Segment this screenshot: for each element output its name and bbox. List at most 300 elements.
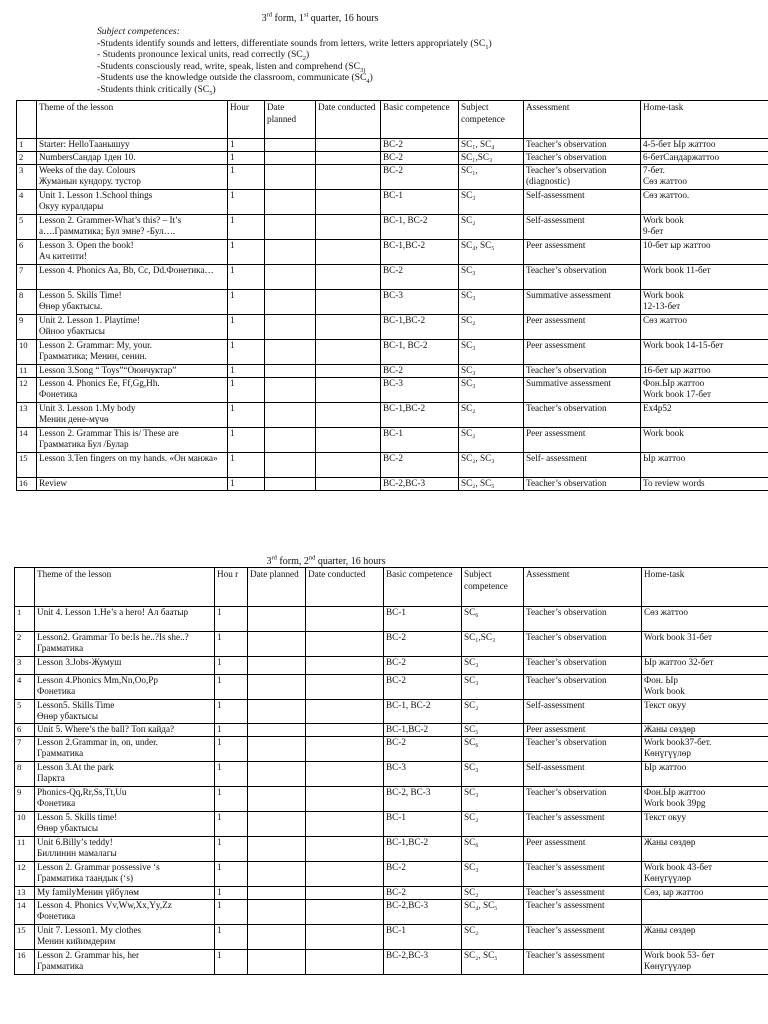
cell-theme: Lesson 3.At the park Паркта [35, 762, 215, 787]
cell-hour: 1 [215, 787, 248, 812]
row-number: 5 [15, 700, 35, 724]
cell-home-task: Фон. Ыр Work book [642, 675, 768, 700]
cell-basic-competence: BC-1,BC-2 [381, 403, 459, 428]
q2-lesson-table [14, 567, 768, 975]
table-row [15, 657, 768, 675]
q1-header-subject-competence: Subject competence [459, 101, 524, 139]
cell-hour: 1 [215, 675, 248, 700]
row-number: 14 [17, 428, 37, 453]
cell-assessment: Peer assessment [524, 428, 641, 453]
table-row [15, 607, 768, 632]
cell-home-task: Work book37-бет. Көнүгүүлөр [642, 737, 768, 762]
cell-hour: 1 [228, 315, 265, 340]
row-number: 13 [15, 887, 35, 900]
cell-date-planned [248, 837, 306, 862]
cell-date-conducted [306, 632, 384, 657]
table-row [15, 787, 768, 812]
cell-theme: Unit 7. Lesson1. My clothes Менин кийимдерим [35, 925, 215, 950]
cell-hour: 1 [215, 657, 248, 675]
table-row [17, 190, 768, 215]
cell-home-task: To review words [641, 478, 768, 491]
cell-date-planned [265, 139, 316, 152]
row-number: 5 [17, 215, 37, 240]
row-number: 8 [15, 762, 35, 787]
cell-home-task: Текст окуу [642, 700, 768, 724]
cell-assessment: Teacher’s observation [524, 139, 641, 152]
row-number: 6 [15, 724, 35, 737]
row-number: 4 [15, 675, 35, 700]
cell-basic-competence: BC-1 [381, 190, 459, 215]
cell-hour: 1 [215, 887, 248, 900]
competence-line: -Students identify sounds and letters, differentiate sounds from letters, write letters appropriately $(SC_1)$ [97, 37, 492, 51]
table-row [17, 453, 768, 478]
q1-header-date-conducted: Date conducted [316, 101, 381, 139]
cell-theme: Lesson2. Grammar To be:Is he..?Is she..?Грамматика [35, 632, 215, 657]
cell-assessment: Teacher’s assessment [524, 950, 642, 975]
cell-assessment: Teacher’s assessment [524, 900, 642, 925]
cell-basic-competence: BC-1 [384, 812, 462, 837]
cell-theme: Lesson 2. Grammer-What’s this? – It’s a….Грамматика; Бул эмне? -Бул…. [37, 215, 228, 240]
cell-hour: 1 [228, 378, 265, 403]
q2-header-row [15, 568, 768, 607]
cell-assessment: Teacher’s observation [524, 657, 642, 675]
cell-subject-competence: SC₃ [462, 787, 524, 812]
table-row [17, 403, 768, 428]
cell-date-conducted [306, 700, 384, 724]
cell-theme: Lesson 3.Ten fingers on my hands. «Он манжа» [37, 453, 228, 478]
cell-home-task: 4-5-бет Ыр жаттоо [641, 139, 768, 152]
cell-date-conducted [306, 887, 384, 900]
row-number: 10 [15, 812, 35, 837]
cell-basic-competence: BC-1 [384, 925, 462, 950]
cell-hour: 1 [228, 190, 265, 215]
table-row [17, 165, 768, 190]
cell-hour: 1 [215, 925, 248, 950]
q1-header-date-planned: Date planned [265, 101, 316, 139]
cell-basic-competence: BC-2 [381, 265, 459, 290]
cell-theme: My familyМенин үйбүлөм [35, 887, 215, 900]
cell-basic-competence: BC-1,BC-2 [381, 315, 459, 340]
row-number: 12 [15, 862, 35, 887]
table-row [17, 215, 768, 240]
cell-date-planned [265, 428, 316, 453]
cell-subject-competence: SC₂ [459, 215, 524, 240]
row-number: 2 [15, 632, 35, 657]
cell-date-conducted [316, 378, 381, 403]
cell-home-task: 16-бет ыр жаттоо [641, 365, 768, 378]
q1-header-home-task: Home-task [641, 101, 768, 139]
q1-header-num [17, 101, 37, 139]
cell-date-planned [265, 290, 316, 315]
q2-header-num [15, 568, 35, 607]
table-row [15, 887, 768, 900]
cell-date-planned [265, 165, 316, 190]
cell-home-task: Сөз жаттоо [641, 315, 768, 340]
cell-subject-competence: SC₃ [459, 365, 524, 378]
cell-assessment: Self-assessment [524, 762, 642, 787]
table-row [17, 240, 768, 265]
cell-theme: Review [37, 478, 228, 491]
cell-assessment: Peer assessment [524, 837, 642, 862]
cell-theme: Lesson 2. Grammar: My, your. Грамматика; Менин, сенин. [37, 340, 228, 365]
cell-date-planned [248, 887, 306, 900]
table-row [17, 428, 768, 453]
cell-assessment: Peer assessment [524, 340, 641, 365]
cell-theme: Lesson 2.Grammar in, on, under. Грамматика [35, 737, 215, 762]
cell-basic-competence: BC-1 [381, 428, 459, 453]
table-row [17, 265, 768, 290]
cell-basic-competence: BC-2,BC-3 [384, 950, 462, 975]
cell-subject-competence: SC₃ [459, 378, 524, 403]
cell-date-conducted [316, 240, 381, 265]
cell-home-task: Work book 14-15-бет [641, 340, 768, 365]
row-number: 15 [15, 925, 35, 950]
cell-assessment: Teacher’s observation [524, 737, 642, 762]
cell-date-planned [265, 265, 316, 290]
cell-hour: 1 [228, 403, 265, 428]
row-number: 14 [15, 900, 35, 925]
cell-basic-competence: BC-2 [381, 165, 459, 190]
cell-date-conducted [316, 365, 381, 378]
competences-list [97, 38, 492, 96]
cell-home-task: Work book 31-бет [642, 632, 768, 657]
cell-date-conducted [316, 315, 381, 340]
table-row [15, 632, 768, 657]
cell-date-conducted [306, 862, 384, 887]
row-number: 10 [17, 340, 37, 365]
table-row [15, 812, 768, 837]
cell-date-conducted [316, 215, 381, 240]
cell-subject-competence: SC₁,SC₃ [459, 152, 524, 165]
cell-date-conducted [316, 428, 381, 453]
cell-hour: 1 [228, 478, 265, 491]
cell-assessment: Self-assessment [524, 700, 642, 724]
cell-basic-competence: BC-2 [384, 632, 462, 657]
cell-hour: 1 [228, 428, 265, 453]
cell-date-planned [248, 657, 306, 675]
cell-home-task: Work book 53- бет Көнүгүүлөр [642, 950, 768, 975]
cell-assessment: Peer assessment [524, 315, 641, 340]
cell-home-task: Ыр жаттоо 32-бет [642, 657, 768, 675]
q2-heading: 3rd form, 2nd quarter, 16 hours [266, 554, 386, 567]
table-row [15, 900, 768, 925]
row-number: 7 [15, 737, 35, 762]
cell-theme: Lesson 3. Open the book! Ач китепти! [37, 240, 228, 265]
q2-header-hour: Hou r [215, 568, 248, 607]
row-number: 3 [17, 165, 37, 190]
cell-assessment: Teacher’s observation [524, 478, 641, 491]
cell-hour: 1 [228, 265, 265, 290]
cell-basic-competence: BC-1,BC-2 [384, 724, 462, 737]
cell-hour: 1 [215, 632, 248, 657]
cell-subject-competence: SC₁,SC₃ [462, 632, 524, 657]
cell-assessment: Teacher’s observation [524, 787, 642, 812]
cell-subject-competence: SC₃ [462, 862, 524, 887]
cell-basic-competence: BC-2 [384, 887, 462, 900]
cell-date-planned [248, 812, 306, 837]
cell-subject-competence: SC₆ [462, 607, 524, 632]
cell-theme: Lesson 4. Phonics Vv,Ww,Xx,Yy,Zz Фонетика [35, 900, 215, 925]
q1-header-assessment: Assessment [524, 101, 641, 139]
cell-hour: 1 [228, 290, 265, 315]
cell-home-task: Жаны сөздөр [642, 724, 768, 737]
q2-header-basic-competence: Basic competence [384, 568, 462, 607]
cell-subject-competence: SC₂ [462, 812, 524, 837]
table-row [17, 340, 768, 365]
table-row [15, 862, 768, 887]
cell-hour: 1 [215, 724, 248, 737]
row-number: 9 [15, 787, 35, 812]
cell-basic-competence: BC-1 [384, 607, 462, 632]
table-row [15, 762, 768, 787]
cell-date-conducted [306, 787, 384, 812]
cell-date-conducted [306, 950, 384, 975]
cell-hour: 1 [215, 737, 248, 762]
cell-assessment: Teacher’s observation [524, 365, 641, 378]
cell-subject-competence: SC₃ [459, 340, 524, 365]
cell-date-planned [265, 453, 316, 478]
cell-subject-competence: SC₃ [459, 290, 524, 315]
cell-assessment: Teacher’s observation [524, 152, 641, 165]
cell-subject-competence: SC₃ [462, 657, 524, 675]
cell-assessment: Teacher’s observation (diagnostic) [524, 165, 641, 190]
cell-home-task: 10-бет ыр жаттоо [641, 240, 768, 265]
cell-date-planned [248, 862, 306, 887]
table-row [15, 700, 768, 724]
competence-line: -Students think critically $(SC_5)$ [97, 83, 216, 97]
table-row [17, 365, 768, 378]
cell-date-conducted [316, 165, 381, 190]
cell-assessment: Self- assessment [524, 453, 641, 478]
cell-basic-competence: BC-2 [384, 862, 462, 887]
table-row [17, 378, 768, 403]
row-number: 16 [15, 950, 35, 975]
cell-assessment: Teacher’s observation [524, 675, 642, 700]
cell-hour: 1 [228, 139, 265, 152]
cell-subject-competence: SC₅ [462, 724, 524, 737]
cell-assessment: Teacher’s observation [524, 403, 641, 428]
cell-basic-competence: BC-3 [381, 378, 459, 403]
cell-subject-competence: SC₂, SC₅ [462, 950, 524, 975]
cell-date-conducted [306, 724, 384, 737]
cell-date-planned [265, 315, 316, 340]
cell-date-conducted [306, 925, 384, 950]
cell-subject-competence: SC₃ [462, 675, 524, 700]
cell-home-task: Текст окуу [642, 812, 768, 837]
cell-theme: Unit 1. Lesson 1.School things Окуу куралдары [37, 190, 228, 215]
cell-subject-competence: SC₁, [459, 165, 524, 190]
q1-header-theme: Theme of the lesson [37, 101, 228, 139]
cell-home-task: Жаны сөздөр [642, 925, 768, 950]
cell-theme: Lesson 2. Grammar possessive ‘s Грамматика таандык (‘s) [35, 862, 215, 887]
cell-date-planned [248, 787, 306, 812]
cell-hour: 1 [215, 607, 248, 632]
cell-home-task: 7-бет. Сөз жаттоо [641, 165, 768, 190]
cell-date-conducted [306, 657, 384, 675]
cell-subject-competence: SC₂ [462, 887, 524, 900]
row-number: 1 [17, 139, 37, 152]
cell-date-conducted [306, 607, 384, 632]
cell-subject-competence: SC₆ [462, 737, 524, 762]
cell-subject-competence: SC₃ [459, 265, 524, 290]
cell-date-planned [248, 762, 306, 787]
row-number: 2 [17, 152, 37, 165]
cell-home-task: Work book 12-13-бет [641, 290, 768, 315]
row-number: 3 [15, 657, 35, 675]
cell-date-planned [265, 478, 316, 491]
cell-date-conducted [316, 453, 381, 478]
cell-hour: 1 [228, 152, 265, 165]
cell-assessment: Self-assessment [524, 190, 641, 215]
row-number: 13 [17, 403, 37, 428]
cell-date-planned [248, 632, 306, 657]
row-number: 8 [17, 290, 37, 315]
cell-date-conducted [316, 190, 381, 215]
cell-date-conducted [306, 837, 384, 862]
cell-home-task: Жаны сөздөр [642, 837, 768, 862]
cell-date-planned [265, 152, 316, 165]
cell-hour: 1 [215, 762, 248, 787]
cell-basic-competence: BC-3 [381, 290, 459, 315]
row-number: 15 [17, 453, 37, 478]
cell-date-planned [265, 365, 316, 378]
cell-basic-competence: BC-2 [384, 737, 462, 762]
cell-assessment: Teacher’s observation [524, 607, 642, 632]
cell-basic-competence: BC-1,BC-2 [384, 837, 462, 862]
competence-line: -Students consciously read, write, speak, listen and comprehend ($SC_{3)}$ [97, 60, 366, 74]
cell-assessment: Teacher’s assessment [524, 887, 642, 900]
cell-assessment: Peer assessment [524, 724, 642, 737]
table-row [15, 925, 768, 950]
cell-date-planned [265, 240, 316, 265]
q1-lesson-table [16, 100, 768, 491]
cell-home-task: Фон.Ыр жаттоо Work book 39pg [642, 787, 768, 812]
cell-hour: 1 [228, 453, 265, 478]
cell-theme: Unit 4. Lesson 1.He’s a hero! Ал баатыр [35, 607, 215, 632]
cell-date-planned [248, 700, 306, 724]
cell-assessment: Self-assessment [524, 215, 641, 240]
cell-theme: Lesson 4.Phonics Mm,Nn,Oo,Pp Фонетика [35, 675, 215, 700]
cell-date-planned [265, 378, 316, 403]
cell-assessment: Summative assessment [524, 290, 641, 315]
cell-basic-competence: BC-2, BC-3 [384, 787, 462, 812]
cell-hour: 1 [215, 812, 248, 837]
cell-subject-competence: SC₂ [462, 925, 524, 950]
cell-date-planned [248, 950, 306, 975]
cell-basic-competence: BC-2 [384, 657, 462, 675]
cell-home-task: Сөз жаттоо [642, 607, 768, 632]
row-number: 16 [17, 478, 37, 491]
cell-theme: Lesson 3.Song “ Toys”“Оюнчуктар” [37, 365, 228, 378]
cell-basic-competence: BC-1,BC-2 [381, 240, 459, 265]
cell-date-planned [248, 737, 306, 762]
cell-theme: Unit 6.Billy’s teddy! Биллинин мамалагы [35, 837, 215, 862]
cell-hour: 1 [215, 900, 248, 925]
table-row [17, 315, 768, 340]
table-row [17, 290, 768, 315]
cell-theme: Weeks of the day. Colours Жуманын кундору. тустор [37, 165, 228, 190]
q1-heading: 3rd form, 1st quarter, 16 hours [261, 11, 379, 24]
cell-home-task [642, 900, 768, 925]
row-number: 12 [17, 378, 37, 403]
table-row [17, 139, 768, 152]
cell-theme: Lesson 4. Phonics Ee, Ff,Gg,Hh. Фонетика [37, 378, 228, 403]
row-number: 4 [17, 190, 37, 215]
cell-hour: 1 [215, 700, 248, 724]
cell-theme: Lesson 4. Phonics Aa, Bb, Cc, Dd.Фонетика… [37, 265, 228, 290]
row-number: 1 [15, 607, 35, 632]
cell-home-task: Work book 43-бет Көнүгүүлөр [642, 862, 768, 887]
competence-line: - Students pronounce lexical units, read correctly $(SC_2)$ [97, 49, 310, 63]
row-number: 11 [15, 837, 35, 862]
cell-date-planned [265, 340, 316, 365]
cell-assessment: Peer assessment [524, 240, 641, 265]
cell-hour: 1 [228, 240, 265, 265]
cell-basic-competence: BC-1, BC-2 [381, 340, 459, 365]
cell-subject-competence: SC₃ [462, 762, 524, 787]
q2-header-subject-competence: Subject competence [462, 568, 524, 607]
cell-home-task: Фон.Ыр жаттоо Work book 17-бет [641, 378, 768, 403]
cell-date-planned [265, 215, 316, 240]
cell-date-conducted [316, 139, 381, 152]
row-number: 7 [17, 265, 37, 290]
cell-subject-competence: SC₂ [459, 315, 524, 340]
q1-header-basic-competence: Basic competence [381, 101, 459, 139]
cell-date-conducted [316, 152, 381, 165]
cell-date-planned [265, 190, 316, 215]
cell-date-conducted [306, 900, 384, 925]
cell-basic-competence: BC-2 [381, 365, 459, 378]
cell-subject-competence: SC₂ [459, 403, 524, 428]
cell-home-task: Сөз, ыр жаттоо [642, 887, 768, 900]
cell-date-conducted [306, 737, 384, 762]
table-row [15, 837, 768, 862]
cell-hour: 1 [215, 950, 248, 975]
cell-date-conducted [316, 290, 381, 315]
cell-subject-competence: SC₂ [459, 428, 524, 453]
cell-subject-competence: SC₄, SC₅ [462, 900, 524, 925]
cell-date-conducted [306, 762, 384, 787]
cell-home-task: Work book [641, 428, 768, 453]
cell-date-planned [248, 724, 306, 737]
cell-assessment: Teacher’s observation [524, 632, 642, 657]
cell-theme: Lesson 5. Skills Time! Өнөр убактысы. [37, 290, 228, 315]
table-row [17, 478, 768, 491]
cell-theme: Unit 3. Lesson 1.My body Менин дене-мүчө [37, 403, 228, 428]
cell-subject-competence: SC₄, SC₅ [459, 240, 524, 265]
table-row [15, 737, 768, 762]
table-row [15, 724, 768, 737]
cell-date-conducted [316, 340, 381, 365]
row-number: 9 [17, 315, 37, 340]
cell-home-task: Work book 9-бет [641, 215, 768, 240]
q2-header-theme: Theme of the lesson [35, 568, 215, 607]
cell-date-conducted [316, 265, 381, 290]
table-row [15, 675, 768, 700]
table-row [15, 950, 768, 975]
cell-subject-competence: SC₁, SC₄ [459, 139, 524, 152]
q1-header-hour: Hour [228, 101, 265, 139]
cell-basic-competence: BC-2,BC-3 [381, 478, 459, 491]
competence-line: -Students use the knowledge outside the classroom, communicate $(SC_4)$ [97, 72, 373, 86]
cell-home-task: Ыр жаттоо [641, 453, 768, 478]
cell-hour: 1 [228, 340, 265, 365]
cell-basic-competence: BC-2 [381, 453, 459, 478]
cell-basic-competence: BC-1, BC-2 [384, 700, 462, 724]
q2-header-assessment: Assessment [524, 568, 642, 607]
cell-subject-competence: SC₂, SC₅ [459, 478, 524, 491]
cell-theme: Phonics-Qq,Rr,Ss,Tt,Uu Фонетика [35, 787, 215, 812]
